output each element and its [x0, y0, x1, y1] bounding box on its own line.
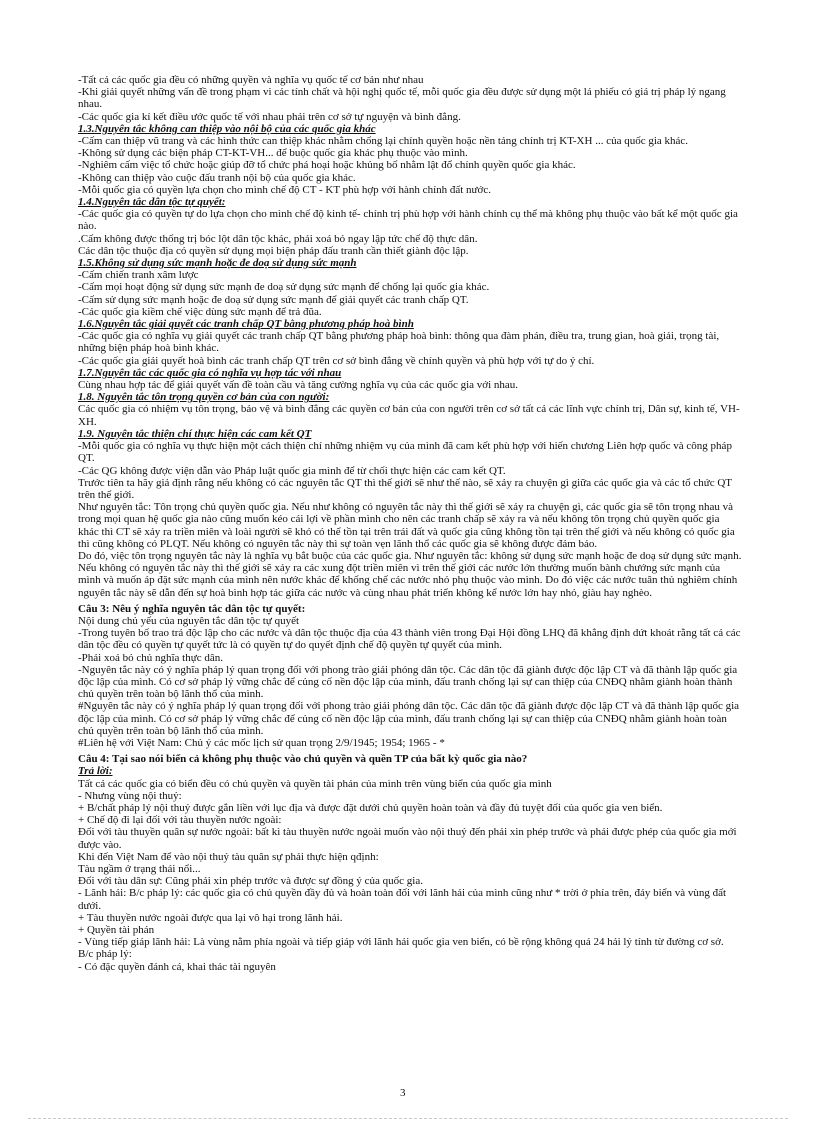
paragraph: -Không can thiệp vào cuộc đấu tranh nội bộ của quốc gia khác.: [78, 171, 356, 184]
paragraph: + Quyền tài phán: [78, 924, 155, 937]
paragraph: -Cấm sử dụng sức mạnh hoặc đe doạ sử dụng sức mạnh để giải quyết các tranh chấp QT.: [78, 293, 469, 306]
paragraph: Các dân tộc thuộc địa có quyền sử dụng mọi biện pháp đấu tranh cần thiết giành độc lập.: [78, 244, 469, 257]
paragraph: -Cấm chiến tranh xâm lược: [78, 269, 199, 282]
paragraph: -Mỗi quốc gia có quyền lựa chọn cho mình chế độ CT - KT phù hợp với hành chính đất nước.: [78, 183, 491, 196]
paragraph: #Liên hệ với Việt Nam: Chủ ý các mốc lịch sử quan trọng 2/9/1945; 1954; 1965 - *: [78, 736, 445, 749]
document-body: [78, 74, 742, 973]
paragraph: Đối với tàu thuyền quân sự nước ngoài: bất kì tàu thuyền nước ngoài muốn vào nội thuỷ đến phải xin phép trước và phải được phép của quốc gia mới được vào.: [78, 826, 737, 851]
paragraph: Đối với tàu dân sự: Cũng phải xin phép trước và được sự đồng ý của quốc gia.: [78, 875, 423, 888]
paragraph: + B/chất pháp lý nội thuỷ được gắn liền với lục địa và được đặt dưới chủ quyền hoàn toàn và đầy đủ tuyệt đối của quốc gia ven biển.: [78, 801, 663, 814]
section-heading: 1.3.Nguyên tắc không can thiệp vào nội bộ của các quốc gia khác: [78, 122, 376, 135]
section-heading: 1.8. Nguyên tắc tôn trọng quyền cơ bản của con người:: [78, 391, 330, 404]
paragraph: Do đó, việc tôn trọng nguyên tắc này là nghĩa vụ bắt buộc của các quốc gia. Như nguyên tắc: không sử dụng sức mạnh hoặc đe doạ sử dụng sức mạnh. Nếu không có nguyên tắc này thì thế giới sẽ xảy ra các xung đột triền miên vì trên thế giới các nước lớn thường muốn bành chướng sức mạnh của mình và muốn áp đặt sức mạnh của mình nên nước khác để khống chế các nước nhỏ phụ thuộc vào mình. Do đó việc các nước tuân thủ nghiêm chỉnh nguyên tắc này sẽ dẫn đến sự hoà bình hợp tác giữa các nước và cùng nhau phát triển không kể nước lớn hay nhỏ, giàu hay nghèo.: [78, 549, 742, 599]
paragraph: Như nguyên tắc: Tôn trọng chủ quyền quốc gia. Nếu như không có nguyên tắc này thì thế giới sẽ xảy ra chuyện gì, các quốc gia sẽ tôn trọng nhau và trong mọi quan hệ quốc gia nào cũng muốn kéo cái lợi về phần mình cho nên các tranh chấp sẽ xảy ra và nếu không tôn trọng chủ quyền quốc gia khác thì CT sẽ xảy ra triền miên và loài người sẽ khó có thể tồn tại trên trái đất và quốc gia cũng không tồn tại trên thế giới và nếu không có quốc gia thì cũng không có PLQT. Nếu không có nguyên tắc này thì sự toàn vẹn lãnh thổ các quốc gia sẽ không được đảm bảo.: [78, 501, 735, 550]
paragraph: -Các quốc gia giải quyết hoà bình các tranh chấp QT trên cơ sở bình đẳng về chính quyền và phù hợp với tự do ý chí.: [78, 354, 595, 367]
paragraph: - Có đặc quyền đánh cá, khai thác tài nguyên: [78, 960, 276, 973]
question-heading: Câu 4: Tại sao nói biển cả không phụ thuộc vào chủ quyền và quền TP của bất kỳ quốc gia nào?: [78, 753, 528, 766]
section-heading: 1.5.Không sử dụng sức mạnh hoặc đe doạ sử dụng sức mạnh: [78, 257, 357, 270]
paragraph: -Các quốc gia kiềm chế việc dùng sức mạnh để trả đũa.: [78, 305, 322, 318]
paragraph: Tất cả các quốc gia có biển đều có chủ quyền và quyền tài phán của mình trên vùng biển của quốc gia mình: [78, 777, 552, 790]
paragraph: -Các quốc gia kí kết điều ước quốc tế với nhau phải trên cơ sở tự nguyện và bình đẳng.: [78, 110, 461, 123]
paragraph: - Vùng tiếp giáp lãnh hải: Là vùng nằm phía ngoài và tiếp giáp với lãnh hải quốc gia ven biển, có bề rộng không quá 24 hải lý tính từ đường cơ sở.: [78, 936, 724, 949]
paragraph: -Không sử dụng các biện pháp CT-KT-VH... để buộc quốc gia khác phụ thuộc vào mình.: [78, 147, 468, 160]
paragraph: -Các QG không được viện dẫn vào Pháp luật quốc gia mình để từ chối thực hiện các cam kết QT.: [78, 464, 506, 477]
paragraph: #Nguyên tắc này có ý nghĩa pháp lý quan trọng đối với phong trào giải phóng dân tộc. Các dân tộc đã giành được độc lập CT và đã thành lập quốc gia độc lập của mình. Có cơ sở pháp lý vững chắc để củng cố nền độc lập của mình, đấu tranh chống lại sự can thiệp của CNĐQ nhằm giành hoàn toàn chủ quyền trên toàn bộ lãnh thổ của mình.: [78, 700, 740, 737]
paragraph: -Các quốc gia có quyền tự do lựa chọn cho mình chế độ kinh tế- chính trị phù hợp với hành chính cụ thể mà không phụ thuộc vào bất kể một quốc gia nào.: [78, 208, 738, 233]
question-heading: Câu 3: Nêu ý nghĩa nguyên tắc dân tộc tự quyết:: [78, 602, 306, 615]
paragraph: -Nguyên tắc này có ý nghĩa pháp lý quan trọng đối với phong trào giải phóng dân tộc. Các dân tộc đã giành được độc lập CT và đã thành lập quốc gia độc lập của mình. Có cơ sở pháp lý vững chắc để củng cố nền độc lập của mình, đấu tranh chống lại sự can thiệp của CNĐQ nhằm giành hoàn thành chủ quyền trên toàn bộ lãnh thổ của mình.: [78, 663, 738, 701]
paragraph: Khi đến Việt Nam để vào nội thuỷ tàu quân sự phải thực hiện qđịnh:: [78, 850, 379, 863]
paragraph: Tàu ngầm ở trạng thái nổi...: [78, 863, 201, 875]
paragraph: -Mỗi quốc gia có nghĩa vụ thực hiện một cách thiện chí những nhiệm vụ của mình đã cam kết phù hợp với hiến chương Liên hợp quốc và công pháp QT.: [78, 440, 732, 465]
paragraph: -Các quốc gia có nghĩa vụ giải quyết các tranh chấp QT bằng phương pháp hoà bình: thông qua đàm phán, điều tra, trung gian, hoà giải, trọng tài, những biện pháp hoà bình khác.: [78, 330, 720, 355]
answer-label: Trả lời:: [78, 765, 113, 778]
paragraph: -Khi giải quyết những vấn đề trong phạm vi các tính chất và hội nghị quốc tế, mỗi quốc gia đều được sử dụng một lá phiếu có giá trị pháp lý ngang nhau.: [78, 86, 726, 111]
section-heading: 1.4.Nguyên tắc dân tộc tự quyết:: [78, 196, 226, 209]
paragraph: - Lãnh hải: B/c pháp lý: các quốc gia có chủ quyền đầy đủ và hoàn toàn đối với lãnh hải của mình cũng như * trời ở phía trên, đáy biển và vùng đất dưới.: [78, 887, 727, 912]
paragraph: -Nghiêm cấm việc tổ chức hoặc giúp đỡ tổ chức phá hoại hoặc khủng bố nhằm lật đổ chính quyền quốc gia khác.: [78, 159, 576, 172]
section-heading: 1.7.Nguyên tắc các quốc gia có nghĩa vụ hợp tác với nhau: [78, 366, 342, 379]
paragraph: - Nhưng vùng nội thuỷ:: [78, 789, 182, 802]
paragraph: -Tất cả các quốc gia đều có những quyền và nghĩa vụ quốc tế cơ bản như nhau: [78, 74, 424, 86]
paragraph: Trước tiên ta hãy giả định rằng nếu không có các nguyên tắc QT thì thế giới sẽ như thế nào, sẽ xảy ra chuyện gì giữa các quốc gia và các tổ chức QT trên thế giới.: [78, 476, 732, 501]
paragraph: Các quốc gia có nhiệm vụ tôn trọng, bảo vệ và bình đẳng các quyền cơ bản của con người trên cơ sở tất cả các lĩnh vực chính trị, Dân sự, kinh tế, VH-XH.: [78, 403, 740, 428]
paragraph: -Cấm can thiệp vũ trang và các hình thức can thiệp khác nhằm chống lại chính quyền hoặc nền tảng chính trị KT-XH ... của quốc gia khác.: [78, 135, 689, 148]
paragraph: -Phải xoá bỏ chủ nghĩa thực dân.: [78, 651, 223, 664]
paragraph: .Cấm không được thống trị bóc lột dân tộc khác, phải xoá bỏ ngay lập tức chế độ thực dân.: [78, 232, 478, 245]
paragraph: Nội dung chủ yếu của nguyên tắc dân tộc tự quyết: [78, 614, 300, 627]
page-number: 3: [400, 1087, 406, 1099]
section-heading: 1.9. Nguyên tắc thiện chí thực hiện các cam kết QT: [78, 427, 312, 440]
page-bottom-border: [28, 1118, 788, 1119]
paragraph: + Tàu thuyền nước ngoài được qua lại vô hại trong lãnh hải.: [78, 911, 343, 924]
paragraph: B/c pháp lý:: [78, 948, 132, 961]
paragraph: -Cấm mọi hoạt động sử dụng sức mạnh đe doạ sử dụng sức mạnh để chống lại quốc gia khác.: [78, 281, 490, 294]
section-heading: 1.6.Nguyên tắc giải quyết các tranh chấp QT bằng phương pháp hoà bình: [78, 318, 414, 331]
paragraph: + Chế độ đi lại đối với tàu thuyền nước ngoài:: [78, 814, 282, 827]
paragraph: -Trong tuyên bố trao trả độc lập cho các nước và dân tộc thuộc địa của 43 thành viên trong Đại Hội đồng LHQ đã khẳng định dứt khoát rằng tất cả các dân tộc đều có quyền tự quyết tức là có quyền tự do quyết định chế độ quyền tự quyết của mình.: [78, 627, 741, 652]
paragraph: Cùng nhau hợp tác để giải quyết vấn đề toàn cầu và tăng cường nghĩa vụ của các quốc gia với nhau.: [78, 379, 519, 392]
